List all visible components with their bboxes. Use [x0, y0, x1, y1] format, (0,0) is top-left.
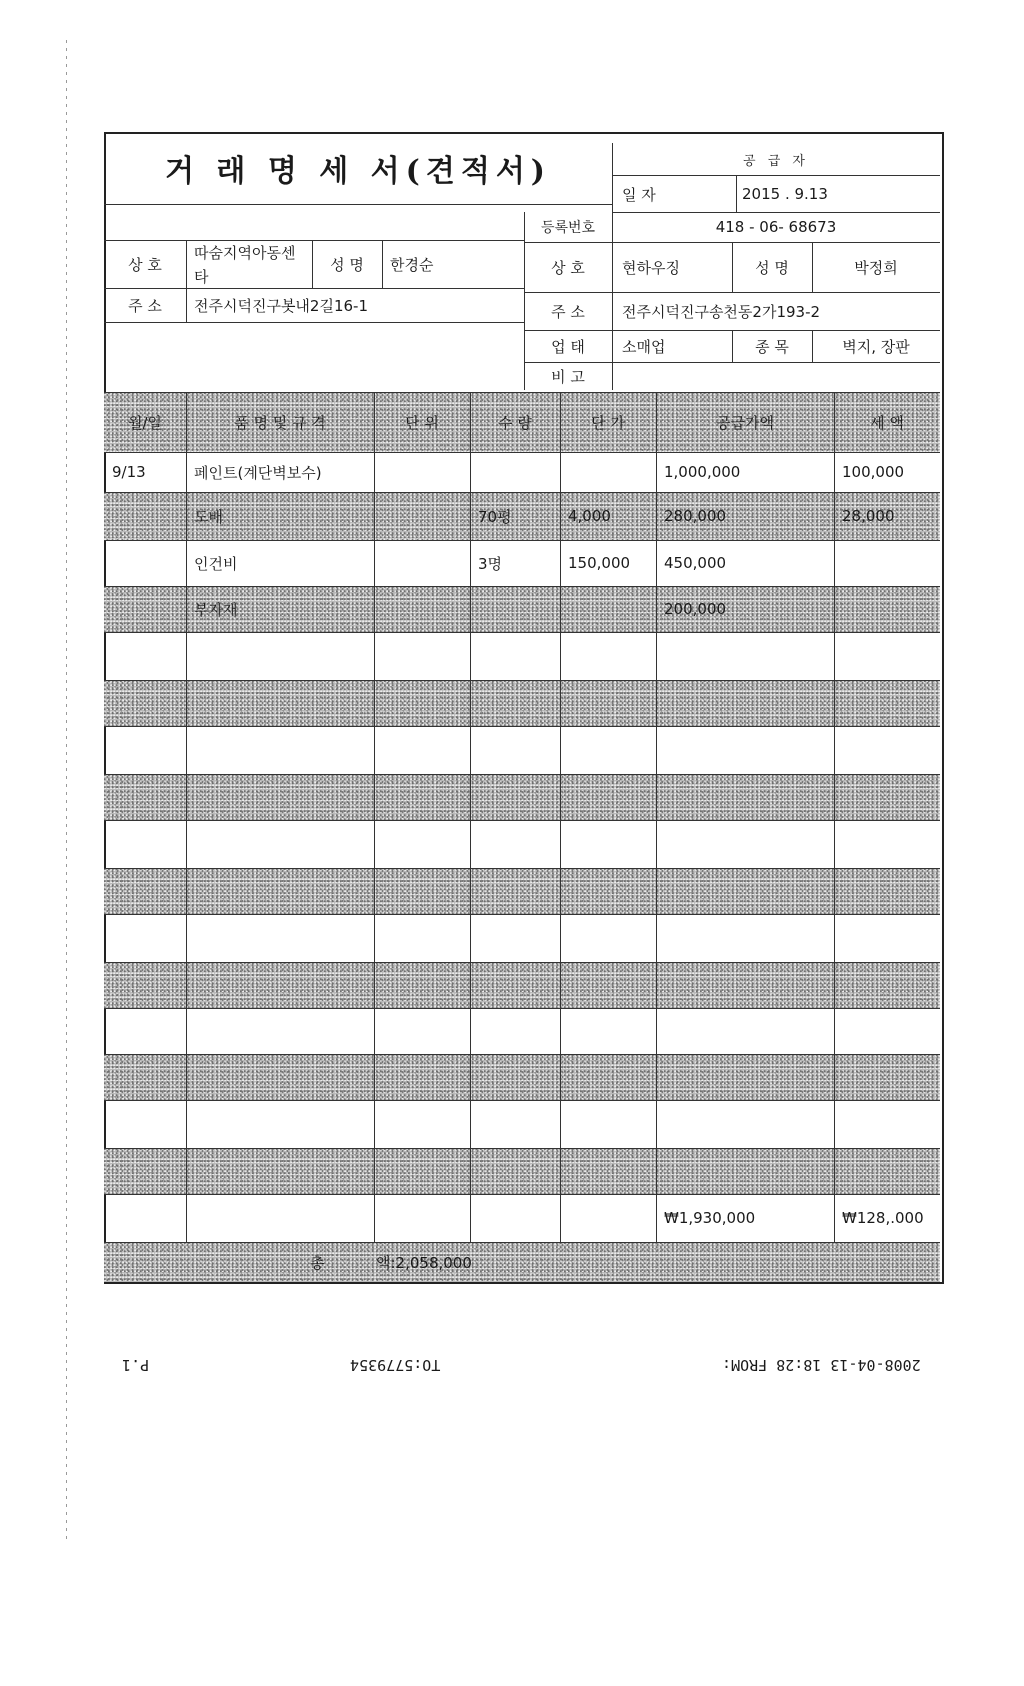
- fax-from-line: 2008-04-13 18:28 FROM:: [722, 1356, 921, 1374]
- supplier-business-value: 소매업: [622, 337, 666, 356]
- row-shade: [104, 774, 940, 820]
- row-shade: [104, 1148, 940, 1194]
- divider: [186, 240, 187, 322]
- table-cell: [478, 452, 558, 492]
- supplier-item-value: 벽지, 장판: [842, 337, 910, 356]
- table-cell: [382, 492, 468, 540]
- divider: [104, 680, 940, 681]
- divider: [656, 392, 657, 1242]
- divider: [104, 962, 940, 963]
- table-cell: 280,000: [664, 507, 727, 525]
- divider: [834, 392, 835, 1242]
- column-header: 단 가: [591, 413, 625, 432]
- fax-page: P.1: [122, 1356, 150, 1374]
- reg-value: 418 - 06- 68673: [715, 218, 837, 236]
- table-cell: 1,000,000: [664, 463, 741, 481]
- divider: [382, 240, 383, 288]
- table-cell: [478, 586, 558, 632]
- table-cell: [382, 540, 468, 586]
- column-header: 세 액: [870, 413, 904, 432]
- column-header: 공급가액: [716, 413, 774, 432]
- divider: [104, 820, 940, 821]
- row-shade: [104, 868, 940, 914]
- divider: [374, 392, 375, 1242]
- table-cell: 3명: [478, 554, 503, 573]
- divider: [104, 774, 940, 775]
- table-cell: 450,000: [664, 554, 727, 572]
- supplier-address-value: 전주시덕진구송천동2가193-2: [622, 302, 821, 321]
- supplier-company-label: 상 호: [551, 258, 585, 277]
- table-cell: 9/13: [112, 463, 146, 481]
- date-value: 2015 . 9.13: [742, 185, 828, 203]
- buyer-address-value: 전주시덕진구봇내2길16-1: [194, 296, 368, 315]
- divider: [612, 175, 940, 176]
- column-header: 월/일: [127, 413, 163, 432]
- table-cell: 부자재: [194, 600, 238, 619]
- supplier-label: 공 급 자: [743, 153, 809, 169]
- table-cell: [568, 452, 654, 492]
- table-cell: [112, 492, 184, 540]
- buyer-address-label: 주 소: [128, 296, 162, 315]
- fax-to-line: TO:5779354: [350, 1356, 441, 1374]
- table-cell: 150,000: [568, 554, 631, 572]
- table-cell: [112, 586, 184, 632]
- supplier-item-label: 종 목: [755, 337, 789, 356]
- divider: [104, 1100, 940, 1101]
- table-cell: [842, 586, 938, 632]
- buyer-company-value-cont: 타: [194, 267, 209, 286]
- supplier-company-value: 현하우징: [622, 258, 680, 277]
- divider: [104, 632, 940, 633]
- supplier-name-label: 성 명: [755, 258, 789, 277]
- subtotal-tax: ₩128,.000: [842, 1209, 924, 1227]
- total-label: 총: [310, 1253, 325, 1272]
- divider: [104, 868, 940, 869]
- table-cell: [568, 586, 654, 632]
- scan-artifact: [66, 40, 67, 1540]
- table-cell: [112, 540, 184, 586]
- table-cell: [842, 540, 938, 586]
- supplier-business-label: 업 태: [551, 337, 585, 356]
- table-cell: [382, 586, 468, 632]
- buyer-company-value: 따숨지역아동센: [194, 243, 296, 262]
- total-value: 액:2,058,000: [376, 1253, 472, 1272]
- divider: [104, 914, 940, 915]
- table-cell: 70평: [478, 507, 512, 526]
- table-cell: 200,000: [664, 600, 727, 618]
- table-cell: 도배: [194, 507, 223, 526]
- column-header: 단 위: [405, 413, 439, 432]
- divider: [736, 175, 737, 212]
- table-cell: 페인트(계단벽보수): [194, 463, 322, 482]
- table-cell: 인건비: [194, 554, 238, 573]
- date-label: 일 자: [622, 185, 656, 204]
- row-shade: [104, 962, 940, 1008]
- column-header: 수 량: [498, 413, 532, 432]
- row-shade: [104, 1054, 940, 1100]
- divider: [560, 392, 561, 1242]
- table-cell: 100,000: [842, 463, 905, 481]
- divider: [104, 1008, 940, 1009]
- buyer-name-label: 성 명: [330, 255, 364, 274]
- table-cell: 4,000: [568, 507, 611, 525]
- buyer-company-label: 상 호: [128, 255, 162, 274]
- divider: [104, 1148, 940, 1149]
- divider: [104, 204, 612, 205]
- table-cell: 28,000: [842, 507, 895, 525]
- divider: [104, 1054, 940, 1055]
- divider: [186, 392, 187, 1242]
- subtotal-supply: ₩1,930,000: [664, 1209, 756, 1227]
- divider: [104, 726, 940, 727]
- supplier-address-label: 주 소: [551, 302, 585, 321]
- document-title: 거 래 명 세 서(견적서): [164, 154, 551, 189]
- supplier-note-label: 비 고: [551, 367, 585, 386]
- row-shade: [104, 680, 940, 726]
- column-header: 품 명 및 규 격: [234, 413, 326, 432]
- divider: [104, 322, 524, 323]
- divider: [470, 392, 471, 1242]
- table-cell: [382, 452, 468, 492]
- supplier-name-value: 박정희: [854, 258, 898, 277]
- buyer-name-value: 한경순: [390, 255, 434, 274]
- reg-label: 등록번호: [540, 220, 596, 236]
